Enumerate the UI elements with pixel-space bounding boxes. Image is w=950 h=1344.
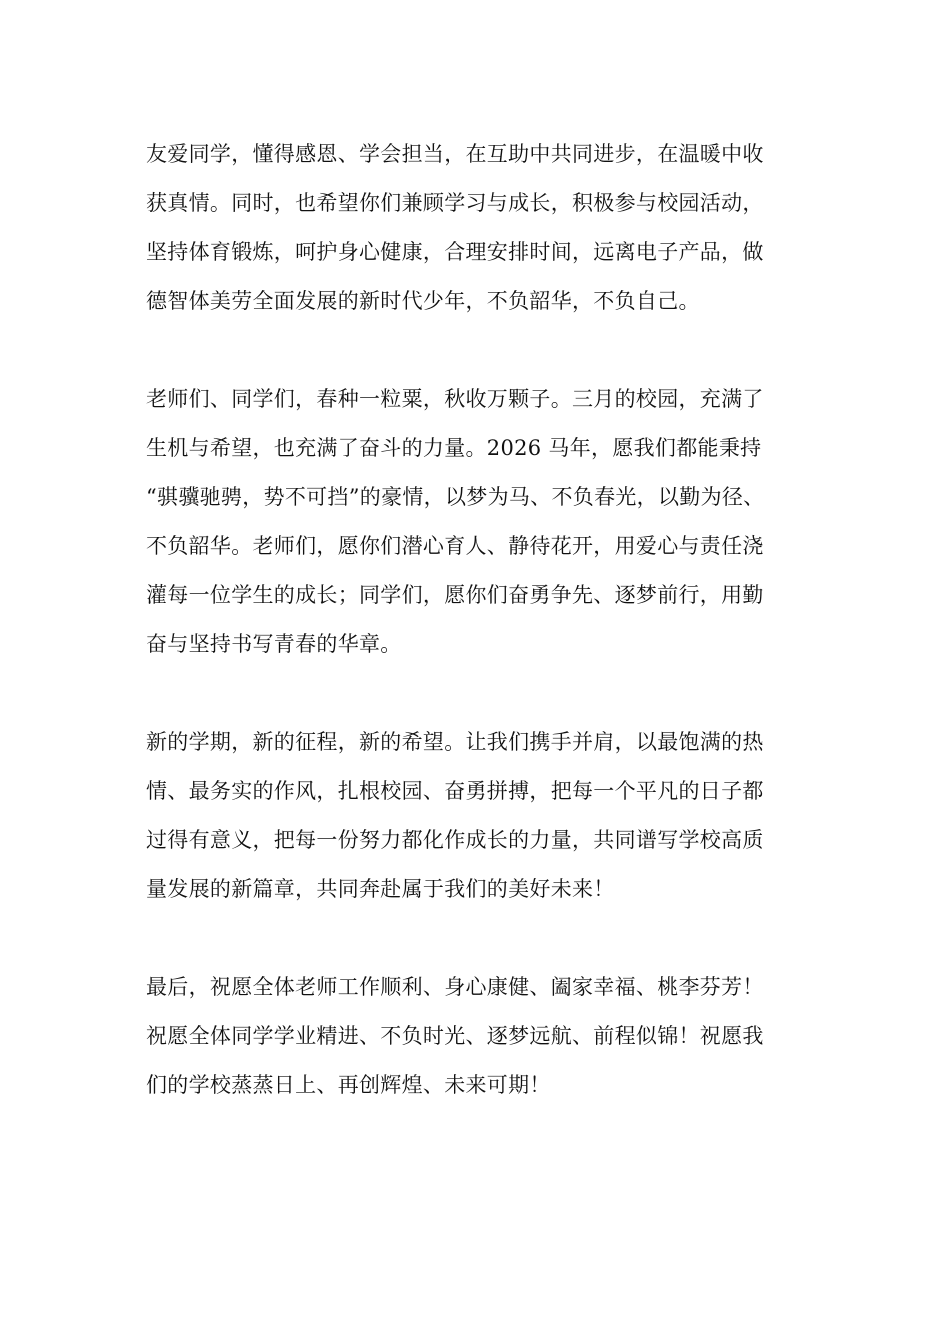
paragraph-line: 情、最务实的作风，扎根校园、奋勇拼搏，把每一个平凡的日子都 xyxy=(146,779,764,803)
paragraph-spacer xyxy=(146,914,836,963)
paragraph-line: 奋与坚持书写青春的华章。 xyxy=(146,632,402,656)
paragraph-line: 们的学校蒸蒸日上、再创辉煌、未来可期！ xyxy=(146,1073,551,1097)
paragraph-line: 灌每一位学生的成长；同学们，愿你们奋勇争先、逐梦前行，用勤 xyxy=(146,583,764,607)
paragraph-3 xyxy=(146,718,836,914)
paragraph-line: 祝愿全体同学学业精进、不负时光、逐梦远航、前程似锦！祝愿我 xyxy=(146,1024,764,1048)
paragraph-line: 新的学期，新的征程，新的希望。让我们携手并肩，以最饱满的热 xyxy=(146,730,764,754)
paragraph-line: 最后，祝愿全体老师工作顺利、身心康健、阖家幸福、桃李芬芳！ xyxy=(146,975,764,999)
paragraph-line: 生机与希望，也充满了奋斗的力量。2026 马年，愿我们都能秉持 xyxy=(146,436,762,460)
paragraph-line: 获真情。同时，也希望你们兼顾学习与成长，积极参与校园活动， xyxy=(146,191,764,215)
paragraph-spacer xyxy=(146,326,836,375)
document-body xyxy=(146,130,836,1110)
paragraph-4 xyxy=(146,963,836,1110)
paragraph-line: “骐骥驰骋，势不可挡”的豪情，以梦为马、不负春光，以勤为径、 xyxy=(146,485,765,509)
paragraph-2 xyxy=(146,375,836,669)
paragraph-line: 友爱同学，懂得感恩、学会担当，在互助中共同进步，在温暖中收 xyxy=(146,142,764,166)
paragraph-line: 德智体美劳全面发展的新时代少年，不负韶华，不负自己。 xyxy=(146,289,700,313)
paragraph-spacer xyxy=(146,669,836,718)
paragraph-1 xyxy=(146,130,836,326)
paragraph-line: 过得有意义，把每一份努力都化作成长的力量，共同谱写学校高质 xyxy=(146,828,764,852)
paragraph-line: 不负韶华。老师们，愿你们潜心育人、静待花开，用爱心与责任浇 xyxy=(146,534,764,558)
paragraph-line: 坚持体育锻炼，呵护身心健康，合理安排时间，远离电子产品，做 xyxy=(146,240,764,264)
paragraph-line: 量发展的新篇章，共同奔赴属于我们的美好未来！ xyxy=(146,877,615,901)
paragraph-line: 老师们、同学们，春种一粒粟，秋收万颗子。三月的校园，充满了 xyxy=(146,387,764,411)
